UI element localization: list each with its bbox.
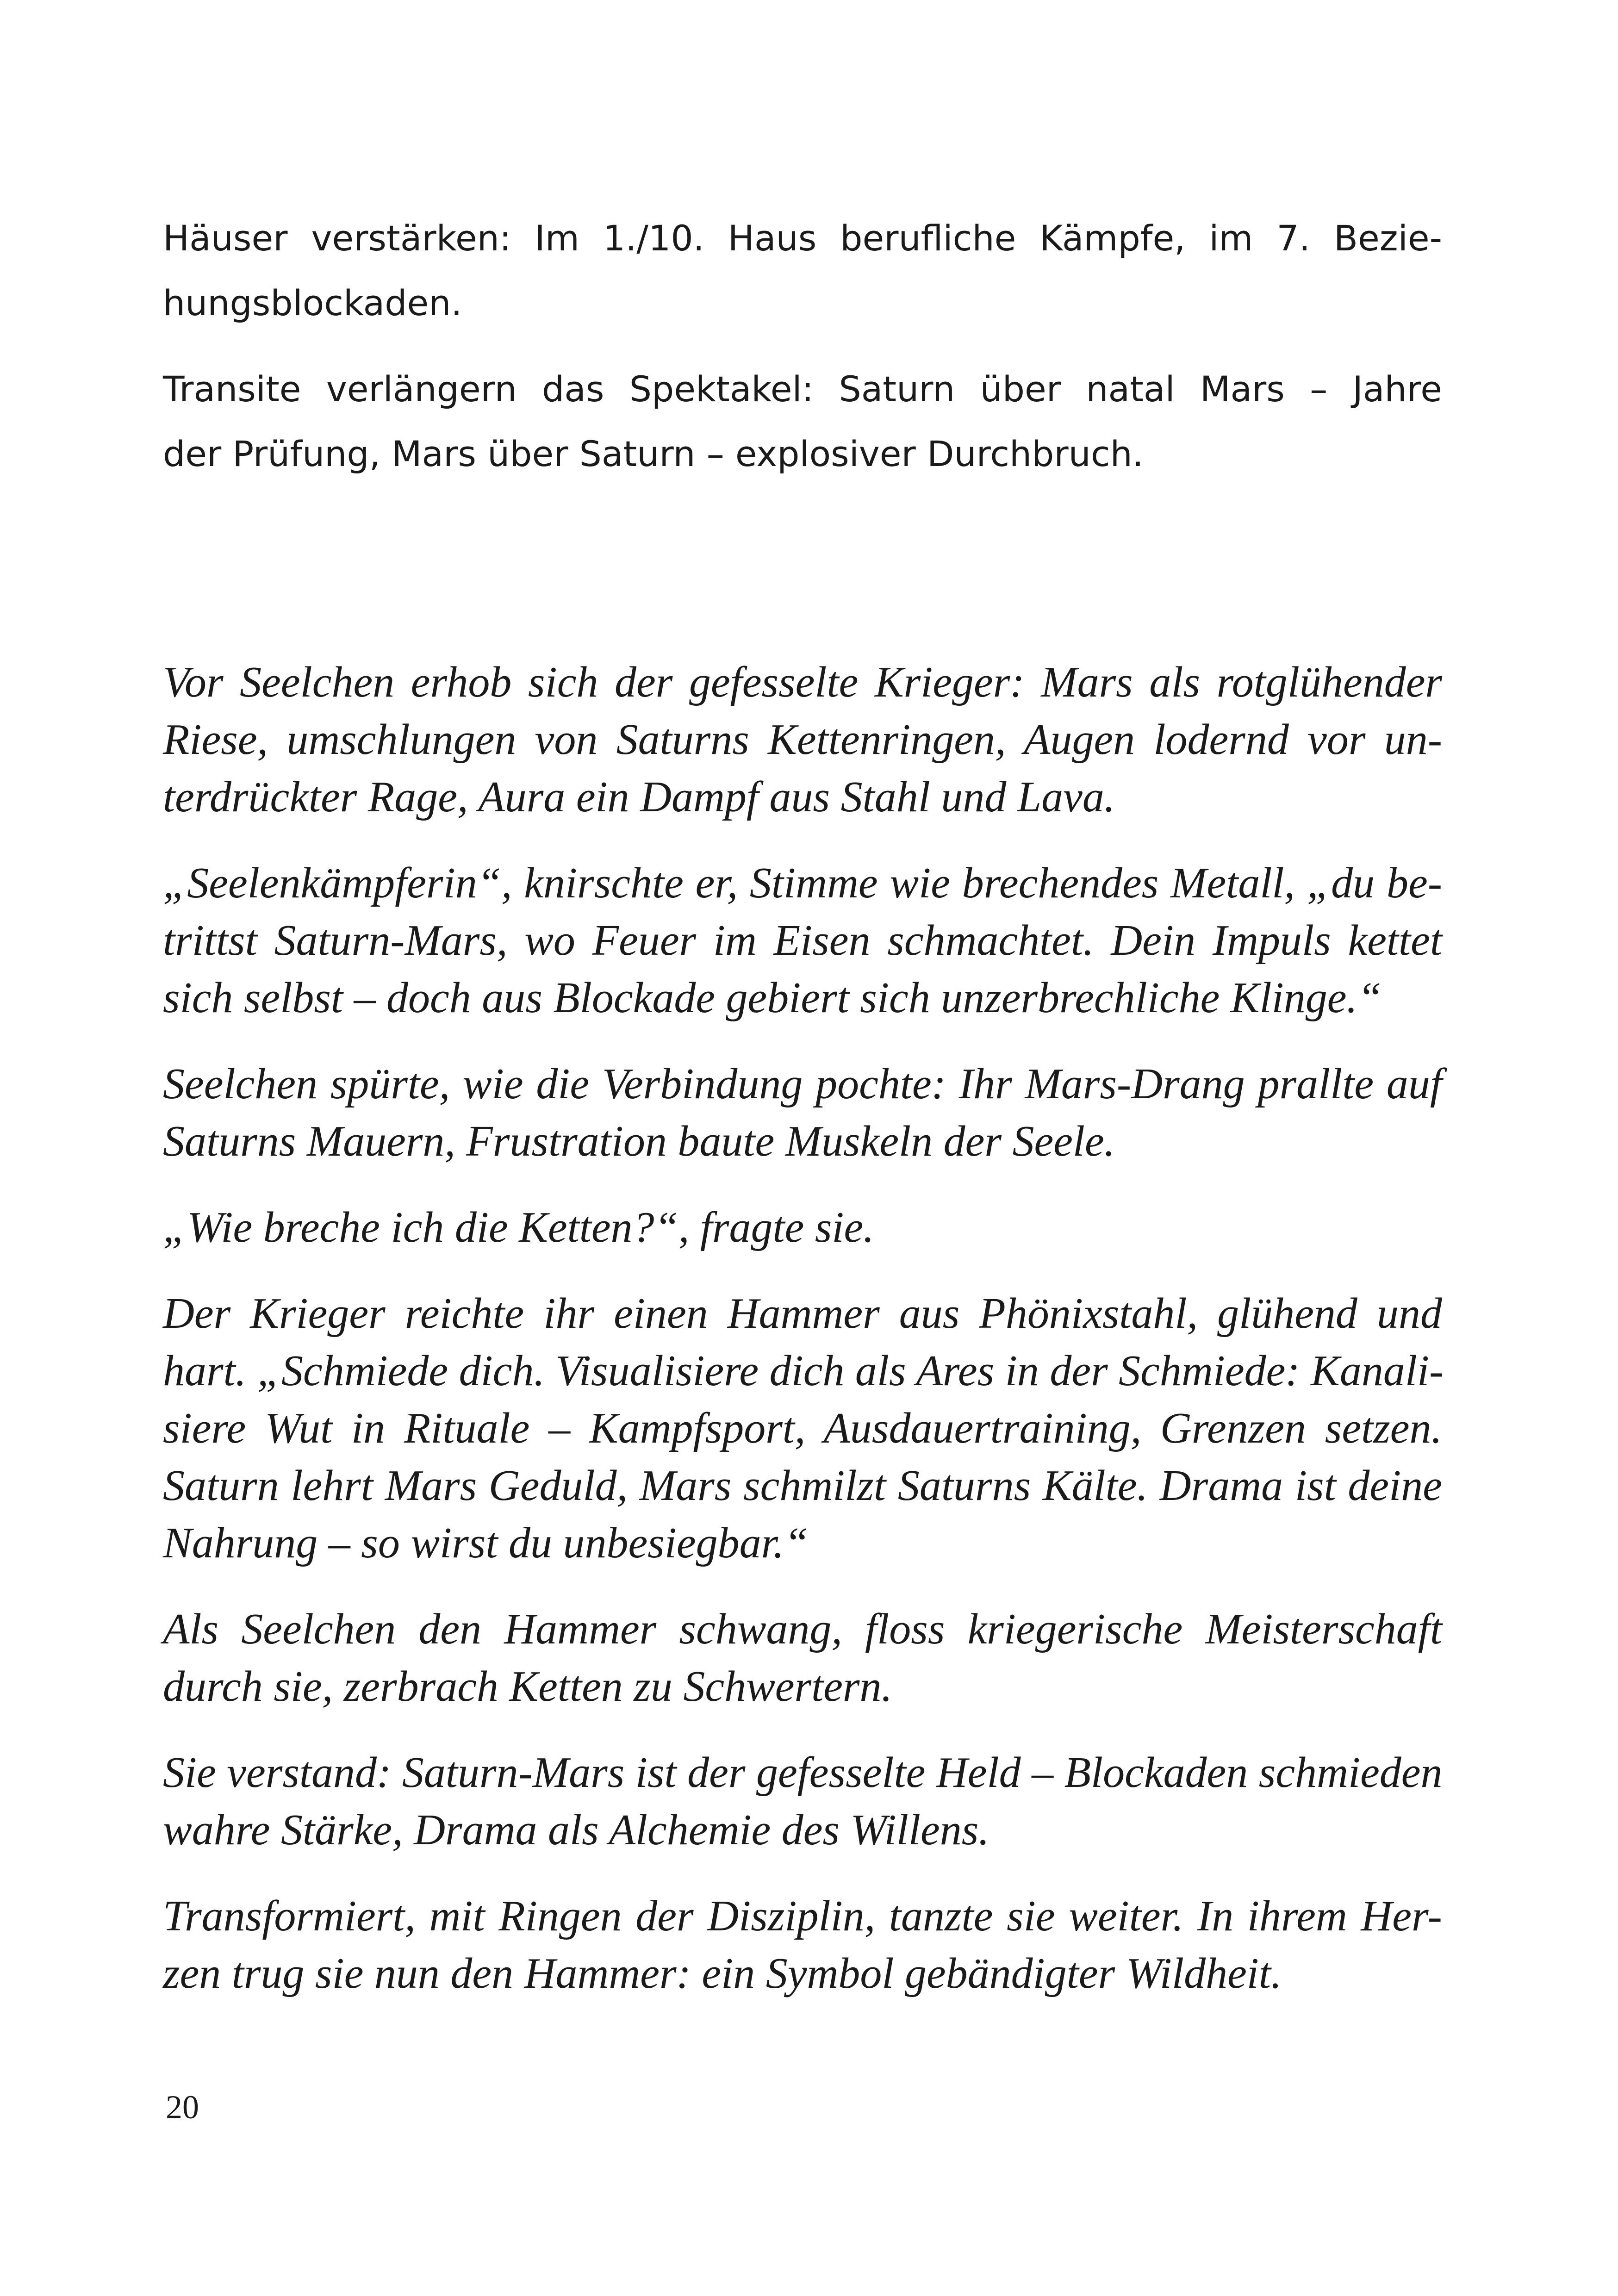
text-line: hart. „Schmiede dich. Visualisiere dich als Ares in der Schmiede: Kanali- bbox=[163, 1347, 1444, 1395]
story-paragraph bbox=[163, 1199, 1442, 1256]
text-line: „Wie breche ich die Ketten?“, fragte sie. bbox=[163, 1203, 874, 1251]
text-line: zen trug sie nun den Hammer: ein Symbol gebändigter Wildheit. bbox=[163, 1949, 1282, 1997]
text-line: Transite verlängern das Spektakel: Saturn über natal Mars – Jahre bbox=[163, 368, 1442, 410]
text-line: Sie verstand: Saturn-Mars ist der gefesselte Held – Blockaden schmieden bbox=[163, 1748, 1443, 1797]
text-line: Als Seelchen den Hammer schwang, floss kriegerische Meisterschaft bbox=[163, 1605, 1442, 1653]
text-line: siere Wut in Rituale – Kampfsport, Ausdauertraining, Grenzen setzen. bbox=[163, 1404, 1442, 1452]
story-paragraph bbox=[163, 1055, 1442, 1170]
story-paragraph bbox=[163, 1744, 1442, 1859]
story-section bbox=[163, 653, 1442, 2031]
text-line: Transformiert, mit Ringen der Disziplin, tanzte sie weiter. In ihrem Her- bbox=[163, 1892, 1442, 1940]
text-line: Riese, umschlungen von Saturns Kettenringen, Augen lodernd vor un- bbox=[163, 716, 1442, 764]
text-line: Saturns Mauern, Frustration baute Muskeln der Seele. bbox=[163, 1117, 1115, 1165]
intro-paragraph-houses bbox=[163, 206, 1442, 336]
story-paragraph bbox=[163, 1600, 1442, 1715]
text-line: Häuser verstärken: Im 1./10. Haus berufliche Kämpfe, im 7. Bezie- bbox=[163, 218, 1442, 259]
page-number: 20 bbox=[166, 2089, 199, 2126]
text-line: terdrückter Rage, Aura ein Dampf aus Stahl und Lava. bbox=[163, 773, 1115, 821]
text-line: Der Krieger reichte ihr einen Hammer aus Phönixstahl, glühend und bbox=[163, 1289, 1442, 1338]
intro-section bbox=[163, 206, 1442, 508]
text-line: trittst Saturn-Mars, wo Feuer im Eisen schmachtet. Dein Impuls kettet bbox=[163, 916, 1442, 964]
text-line: durch sie, zerbrach Ketten zu Schwertern. bbox=[163, 1662, 893, 1711]
text-line: „Seelenkämpferin“, knirschte er, Stimme wie brechendes Metall, „du be- bbox=[163, 859, 1442, 907]
text-line: wahre Stärke, Drama als Alchemie des Willens. bbox=[163, 1806, 989, 1854]
story-paragraph bbox=[163, 1887, 1442, 2002]
text-line: Saturn lehrt Mars Geduld, Mars schmilzt Saturns Kälte. Drama ist deine bbox=[163, 1462, 1442, 1510]
text-line: sich selbst – doch aus Blockade gebiert sich unzerbrechliche Klinge.“ bbox=[163, 974, 1382, 1022]
text-line: der Prüfung, Mars über Saturn – explosiver Durchbruch. bbox=[163, 433, 1144, 474]
intro-paragraph-transits bbox=[163, 357, 1442, 486]
story-paragraph bbox=[163, 1285, 1442, 1572]
text-line: Seelchen spürte, wie die Verbindung pochte: Ihr Mars-Drang prallte auf bbox=[163, 1060, 1442, 1108]
text-line: hungsblockaden. bbox=[163, 282, 462, 324]
text-line: Nahrung – so wirst du unbesiegbar.“ bbox=[163, 1519, 809, 1567]
text-line: Vor Seelchen erhob sich der gefesselte Krieger: Mars als rotglühender bbox=[163, 658, 1442, 706]
story-paragraph bbox=[163, 854, 1442, 1027]
story-paragraph bbox=[163, 653, 1442, 826]
